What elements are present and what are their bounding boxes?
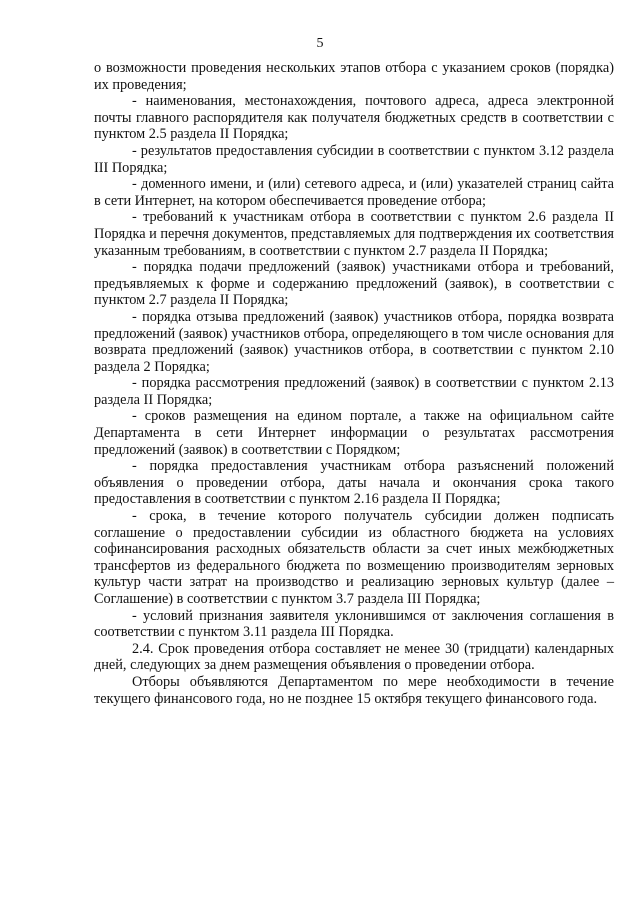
paragraph: - порядка отзыва предложений (заявок) участников отбора, порядка возврата предложений (заявок) участников отбора, определяющего в том числе основания для возврата предложений (заявок) участников отбора, в соответствии с пунктом 2.10 раздела 2 Порядка; [94,308,614,375]
paragraph: - наименования, местонахождения, почтового адреса, адреса электронной почты главного распорядителя как получателя бюджетных средств в соответствии с пунктом 2.5 раздела II Порядка; [94,93,614,143]
paragraph: - результатов предоставления субсидии в соответствии с пунктом 3.12 раздела III Порядка; [94,142,614,176]
paragraph: - порядка предоставления участникам отбора разъяснений положений объявления о проведении отбора, даты начала и окончания срока такого предоставления в соответствии с пунктом 2.16 раздела II Порядка; [94,458,614,508]
paragraph: о возможности проведения нескольких этапов отбора с указанием сроков (порядка) их проведения; [94,60,614,93]
paragraph: - порядка подачи предложений (заявок) участниками отбора и требований, предъявляемых к форме и содержанию предложений (заявок), в соответствии с пунктом 2.7 раздела II Порядка; [94,259,614,309]
paragraph: - доменного имени, и (или) сетевого адреса, и (или) указателей страниц сайта в сети Интернет, на котором обеспечивается проведение отбора; [94,176,614,209]
document-body [94,60,614,707]
page-number: 5 [316,36,324,51]
paragraph: - срока, в течение которого получатель субсидии должен подписать соглашение о предоставлении субсидии из областного бюджета на условиях софинансирования расходных обязательств области за счет иных межбюджетных трансфертов из федерального бюджета по возмещению производителям зерновых культур части затрат на производство и реализацию зерновых культур (далее – Соглашение) в соответствии с пунктом 3.7 раздела III Порядка; [94,508,614,607]
paragraph: - порядка рассмотрения предложений (заявок) в соответствии с пунктом 2.13 раздела II Порядка; [94,375,614,408]
paragraph: 2.4. Срок проведения отбора составляет не менее 30 (тридцати) календарных дней, следующих за днем размещения объявления о проведении отбора. [94,640,614,674]
paragraph: - требований к участникам отбора в соответствии с пунктом 2.6 раздела II Порядка и перечня документов, представляемых для подтверждения их соответствия указанным требованиям, в соответствии с пунктом 2.7 раздела II Порядка; [94,209,614,259]
paragraph: - сроков размещения на едином портале, а также на официальном сайте Департамента в сети Интернет информации о результатах рассмотрения предложений (заявок) в соответствии с Порядком; [94,408,614,458]
paragraph: - условий признания заявителя уклонившимся от заключения соглашения в соответствии с пунктом 3.11 раздела III Порядка. [94,607,614,641]
paragraph: Отборы объявляются Департаментом по мере необходимости в течение текущего финансового года, но не позднее 15 октября текущего финансового года. [94,673,614,707]
